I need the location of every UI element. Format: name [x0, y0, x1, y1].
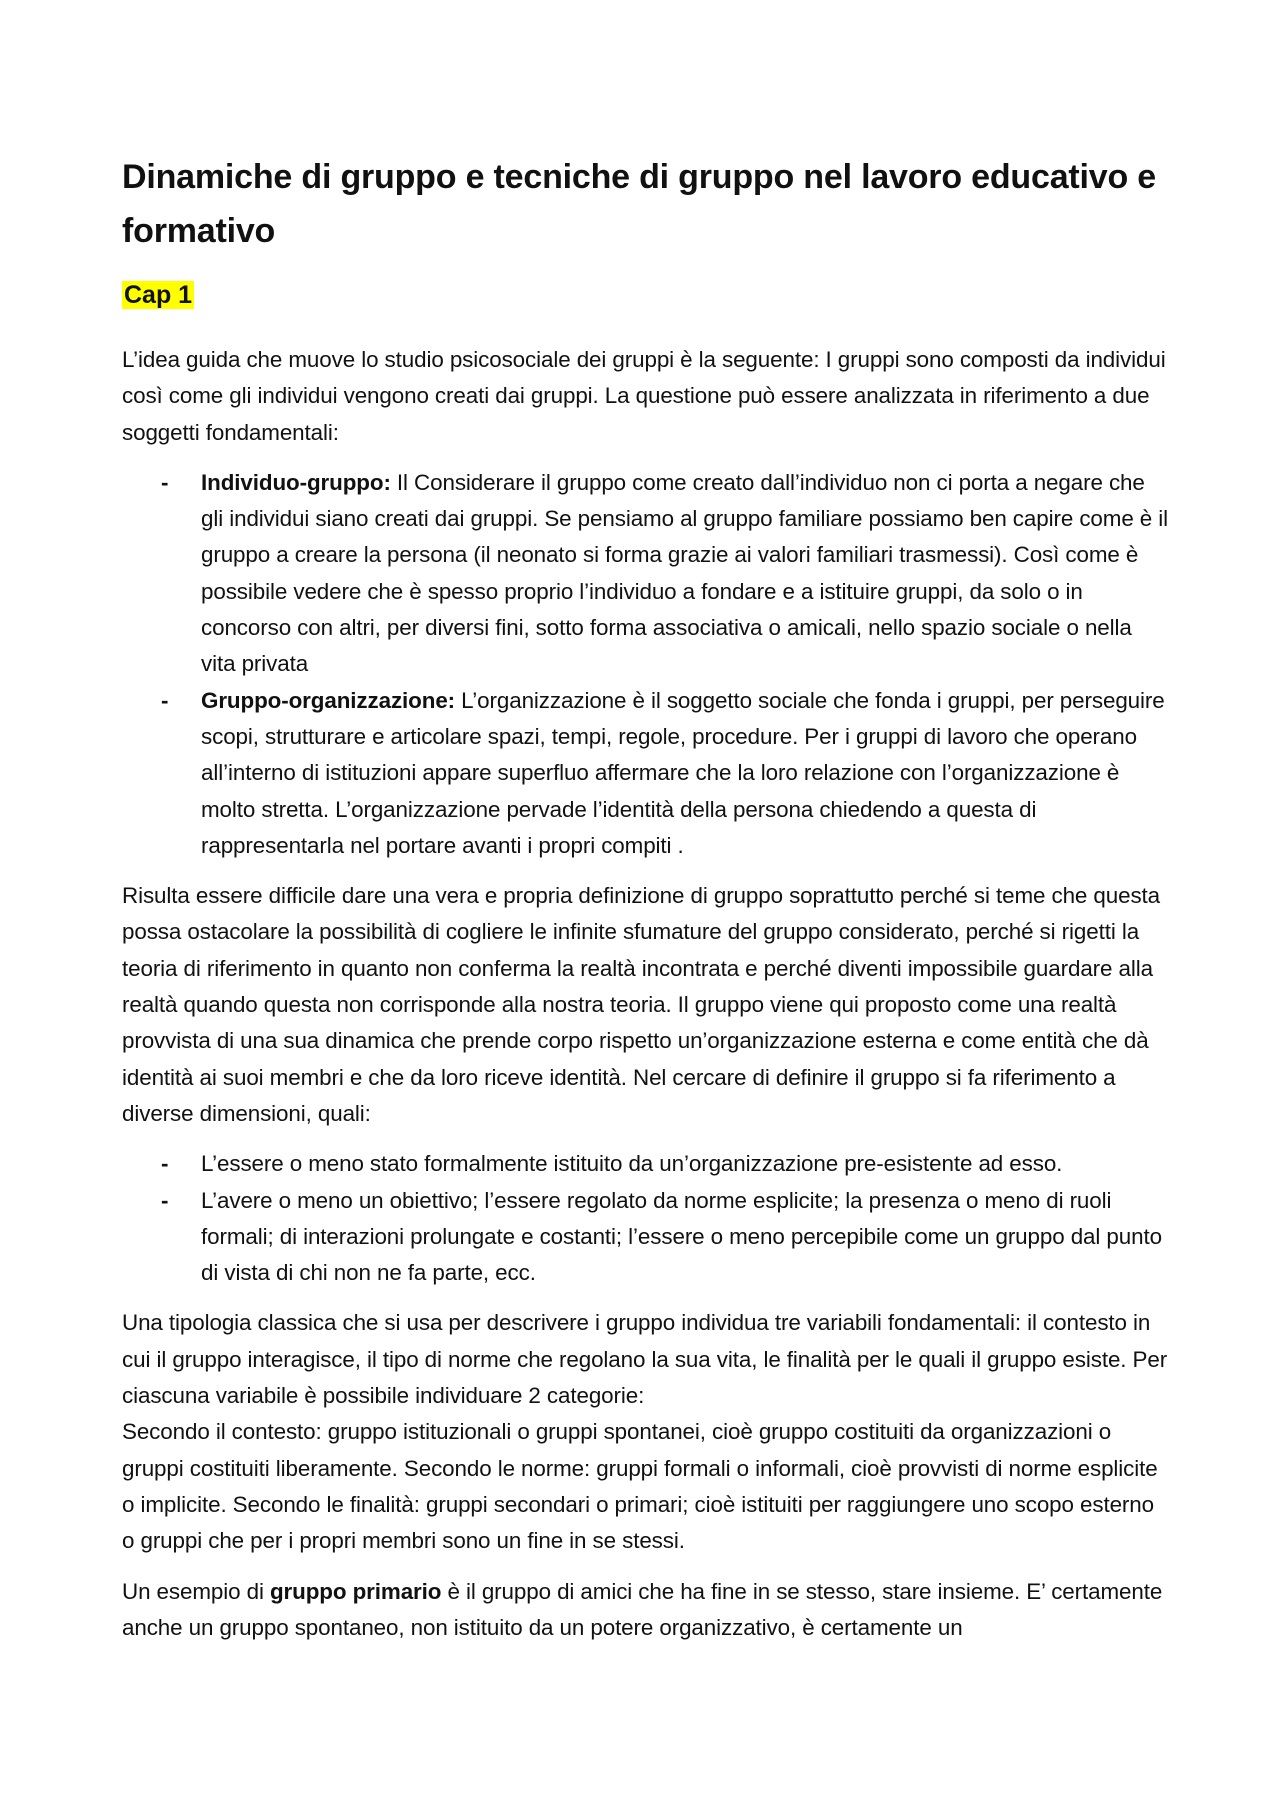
list-item-text: L’essere o meno stato formalmente istituito da un’organizzazione pre-esistente ad esso. — [201, 1151, 1063, 1177]
list-item-text: L’avere o meno un obiettivo; l’essere regolato da norme esplicite; la presenza o meno di ruoli formali; di interazioni prolungate e costanti; l’essere o meno percepibile come un gruppo dal punto di vista di chi non ne fa parte, ecc. — [201, 1187, 1162, 1286]
bullet-dash: - — [161, 1187, 169, 1213]
list-item — [122, 1146, 1172, 1182]
definition-paragraph: Risulta essere difficile dare una vera e propria definizione di gruppo soprattutto perché si teme che questa possa ostacolare la possibilità di cogliere le infinite sfumature del gruppo considerato, perché si rigetti la teoria di riferimento in quanto non conferma la realtà incontrata e perché diventi impossibile guardare alla realtà quando questa non corrisponde alla nostra teoria. Il gruppo viene qui proposto come una realtà provvista di una sua dinamica che prende corpo rispetto un’organizzazione esterna e come entità che dà identità ai suoi membri e che da loro riceve identità. Nel cercare di definire il gruppo si fa riferimento a diverse dimensioni, quali: — [122, 883, 1161, 1126]
bullet-dash: - — [161, 687, 169, 713]
bullet-dash: - — [161, 1151, 169, 1177]
intro-paragraph: L’idea guida che muove lo studio psicosociale dei gruppi è la seguente: I gruppi sono composti da individui così come gli individui vengono creati dai gruppi. La questione può essere analizzata in riferimento a due soggetti fondamentali: — [122, 347, 1166, 445]
document-title: Dinamiche di gruppo e tecniche di gruppo nel lavoro educativo e formativo — [122, 158, 1157, 250]
list-item — [122, 683, 1172, 864]
typology-paragraph — [122, 1305, 1172, 1559]
typology-text-a: Una tipologia classica che si usa per descrivere i gruppo individua tre variabili fondamentali: il contesto in cui il gruppo interagisce, il tipo di norme che regolano la sua vita, le finalità per le quali il gruppo esiste. Per ciascuna variabile è possibile individuare 2 categorie: — [122, 1310, 1168, 1409]
bullet-dash: - — [161, 469, 169, 495]
chapter-label: Cap 1 — [124, 281, 193, 309]
chapter-heading — [122, 278, 1172, 312]
bullet-list-subjects — [122, 465, 1172, 864]
document-page — [122, 150, 1172, 1660]
list-item-term: Individuo-gruppo: — [201, 469, 391, 495]
primary-group-text-pre: Un esempio di — [122, 1578, 270, 1604]
typology-text-b: Secondo il contesto: gruppo istituzionali o gruppi spontanei, cioè gruppo costituiti da organizzazioni o gruppi costituiti liberamente. Secondo le norme: gruppi formali o informali, cioè provvisti di norme esplicite o implicite. Secondo le finalità: gruppi secondari o primari; cioè istituiti per raggiungere uno scopo esterno o gruppi che per i propri membri sono un fine in se stessi. — [122, 1419, 1158, 1554]
list-item-text: Il Considerare il gruppo come creato dall’individuo non ci porta a negare che gli individui siano creati dai gruppi. Se pensiamo al gruppo familiare possiamo ben capire come è il gruppo a creare la persona (il neonato si forma grazie ai valori familiari trasmessi). Così come è possibile vedere che è spesso proprio l’individuo a fondare e a istituire gruppi, da solo o in concorso con altri, per diversi fini, sotto forma associativa o amicali, nello spazio sociale o nella vita privata — [201, 469, 1169, 677]
list-item — [122, 1183, 1172, 1292]
list-item — [122, 465, 1172, 683]
primary-group-paragraph — [122, 1574, 1172, 1647]
bullet-list-dimensions — [122, 1146, 1172, 1291]
list-item-text: L’organizzazione è il soggetto sociale che fonda i gruppi, per perseguire scopi, strutturare e articolare spazi, tempi, regole, procedure. Per i gruppi di lavoro che operano all’interno di istituzioni appare superfluo affermare che la loro relazione con l’organizzazione è molto stretta. L’organizzazione pervade l’identità della persona chiedendo a questa di rappresentarla nel portare avanti i propri compiti . — [201, 687, 1165, 858]
primary-group-term: gruppo primario — [269, 1578, 442, 1604]
list-item-term: Gruppo-organizzazione: — [201, 687, 456, 713]
primary-group-text-post: è il gruppo di amici che ha fine in se stesso, stare insieme. E’ certamente anche un gruppo spontaneo, non istituito da un potere organizzativo, è certamente un — [122, 1578, 1163, 1640]
